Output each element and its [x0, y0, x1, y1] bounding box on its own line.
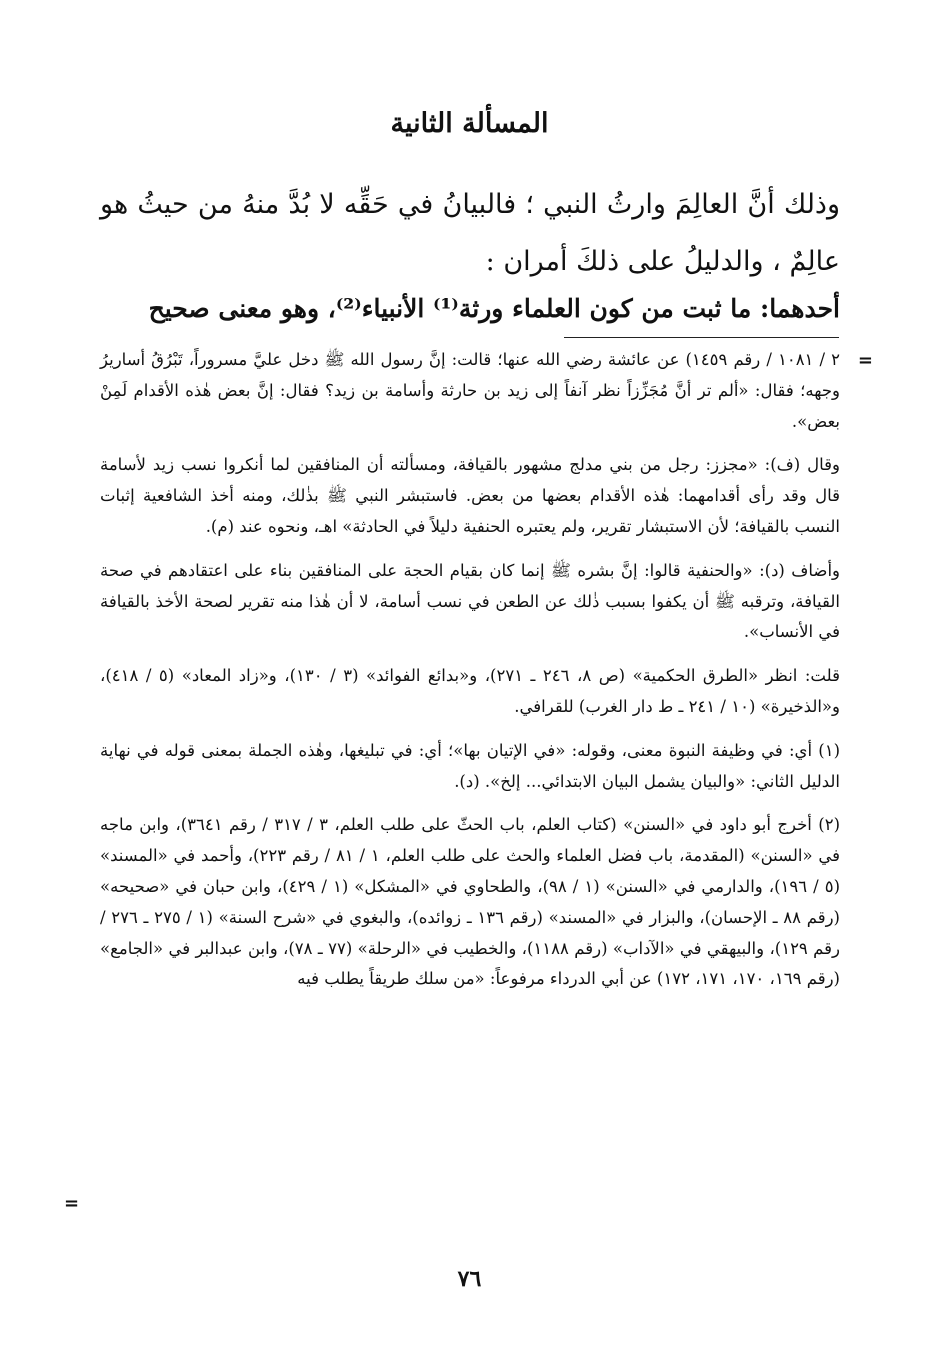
main-paragraph-second: [100, 285, 840, 333]
footnote-1: (١) أي: في وظيفة النبوة معنى، وقوله: «في الإتيان بها»؛ أي: في تبليغها، وهٰذه الجملة بمعنى قوله في نهاية الدليل الثاني: «والبيان يشمل البيان الابتدائي... إلخ». (د).: [100, 740, 840, 791]
main-paragraph: وذلك أنَّ العالِمَ وارثُ النبي ؛ فالبيانُ في حَقِّه لا بُدَّ منهُ من حيثُ هو عالِمٌ ، والدليلُ على ذلكَ أمران :: [100, 189, 840, 277]
footnote-continues-mark: =: [64, 1193, 80, 1214]
footnote-commentary-f: وقال (ف): «مجزز: رجل من بني مدلج مشهور بالقيافة، ومسألته أن المنافقين لما أنكروا نسب زيد لأسامة قال وقد رأى أقدامهما: هٰذه الأقدام بعضها من بعض. فاستبشر النبي ﷺ بذٰلك، ومنه أخذ الشافعية إثبات النسب بالقيافة؛ لأن الاستبشار تقرير، ولم يعتبره الحنفية دليلاً في الحادثة» اهـ، ونحوه عند (م).: [100, 455, 840, 536]
footnote-2: (٢) أخرج أبو داود في «السنن» (كتاب العلم، باب الحثّ على طلب العلم، ٣ / ٣١٧ / رقم ٣٦٤١)، وابن ماجه في «السنن» (المقدمة، باب فضل العلماء والحث على طلب العلم، ١ / ٨١ / رقم ٢٢٣)، وأحمد في «المسند» (٥ / ١٩٦)، والدارمي في «السنن» (١ / ٩٨)، والطحاوي في «المشكل» (١ / ٤٢٩)، وابن حبان في «صحيحه» (رقم ٨٨ ـ الإحسان)، والبزار في «المسند» (رقم ١٣٦ ـ زوائده)، والبغوي في «شرح السنة» (١ / ٢٧٥ ـ ٢٧٦ / رقم ١٢٩)، والبيهقي في «الآداب» (رقم ١١٨٨)، والخطيب في «الرحلة» (٧٧ ـ ٧٨)، وابن عبدالبر في «الجامع» (رقم ١٦٩، ١٧٠، ١٧١، ١٧٢) عن أبي الدرداء مرفوعاً: «من سلك طريقاً يطلب فيه: [100, 815, 841, 989]
paragraph-continuation-text: : ما ثبت من كون العلماء ورثة⁽¹⁾ الأنبياء⁽²⁾، وهو معنى صحيح: [148, 294, 770, 323]
section-heading: المسألة الثانية: [390, 108, 549, 139]
footnote-continuation: ٢ / ١٠٨١ / رقم ١٤٥٩) عن عائشة رضي الله عنها؛ قالت: إنَّ رسول الله ﷺ دخل عليَّ مسروراً، تَبْرُقُ أساريرُ وجهه؛ فقال: «ألم تر أنَّ مُجَزِّزاً نظر آنفاً إلى زيد بن حارثة وأسامة بن زيد؟ فقال: إنَّ بعض هٰذه الأقدام لَمِنْ بعض».: [100, 350, 840, 431]
page-number: ٧٦: [457, 1266, 482, 1292]
footnote-continued-from-mark: =: [857, 350, 873, 371]
footnotes-block: [100, 345, 840, 1008]
footnote-references: قلت: انظر «الطرق الحكمية» (ص ٨، ٢٤٦ ـ ٢٧١)، و«بدائع الفوائد» (٣ / ١٣٠)، و«زاد المعاد» (٥ / ٤١٨)، و«الذخيرة» (١٠ / ٢٤١ ـ ط دار الغرب) للقرافي.: [100, 666, 840, 716]
paragraph-lead-word: أحدهما: [769, 294, 840, 323]
footnote-separator: [564, 337, 839, 338]
footnote-commentary-d: وأضاف (د): «والحنفية قالوا: إنَّ بشره ﷺ إنما كان بقيام الحجة على المنافقين بناء على اعتقادهم في صحة القيافة، وترقبه ﷺ أن يكفوا بسبب ذٰلك عن الطعن في نسب أسامة، لا أن هٰذا منه تقرير لصحة الأخذ بالقيافة في الأنساب».: [100, 560, 840, 642]
